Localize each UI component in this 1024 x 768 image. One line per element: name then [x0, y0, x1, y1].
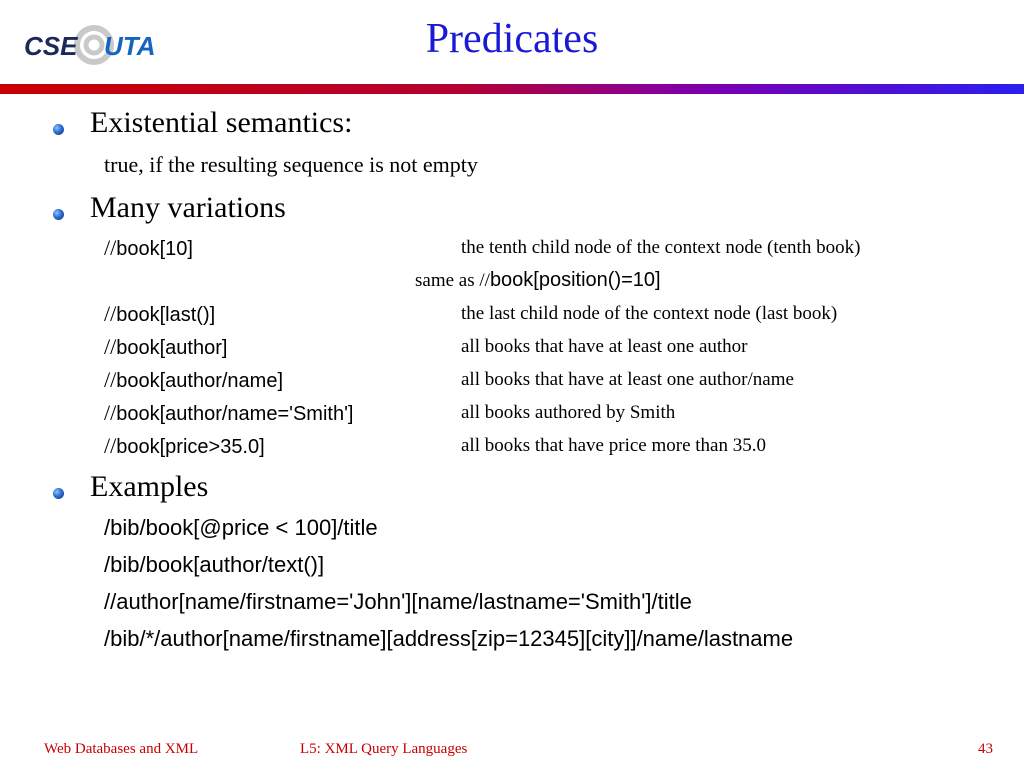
xpath-expression: //book[10] — [104, 235, 193, 260]
example-expression: /bib/book[@price < 100]/title — [104, 515, 378, 540]
xpath-expression: //book[author] — [104, 334, 228, 359]
xpath-description: all books that have at least one author — [461, 336, 748, 357]
example-expression: /bib/book[author/text()] — [104, 552, 325, 577]
xpath-description: all books that have price more than 35.0 — [461, 435, 766, 456]
example-expression: /bib/*/author[name/firstname][address[zip=12345][city]]/name/lastname — [104, 626, 794, 651]
section-heading: Existential semantics: — [90, 106, 353, 139]
bullet-icon — [53, 209, 64, 220]
xpath-expression: //book[author/name] — [104, 367, 284, 392]
xpath-description: the tenth child node of the context node (tenth book) — [461, 237, 861, 258]
svg-text:CSE: CSE — [24, 31, 78, 61]
bullet-icon — [53, 124, 64, 135]
section-line: true, if the resulting sequence is not empty — [104, 152, 478, 177]
example-expression: //author[name/firstname='John'][name/lastname='Smith']/title — [104, 589, 692, 614]
xpath-expression: //book[last()] — [104, 301, 216, 326]
page-number: 43 — [978, 741, 993, 757]
footer-course: Web Databases and XML — [44, 741, 199, 757]
section-heading: Many variations — [90, 191, 286, 224]
xpath-equivalent: same as //book[position()=10] — [415, 269, 661, 291]
xpath-expression: //book[price>35.0] — [104, 433, 265, 458]
xpath-description: all books that have at least one author/name — [461, 369, 794, 390]
footer-lecture: L5: XML Query Languages — [300, 741, 468, 757]
section-heading: Examples — [90, 470, 209, 503]
xpath-description: the last child node of the context node (last book) — [461, 303, 838, 324]
header-divider — [0, 84, 1024, 94]
bullet-icon — [53, 488, 64, 499]
xpath-expression: //book[author/name='Smith'] — [104, 400, 354, 425]
svg-text:UTA: UTA — [104, 31, 156, 61]
xpath-description: all books authored by Smith — [461, 402, 676, 423]
slide-title: Predicates — [425, 16, 599, 62]
